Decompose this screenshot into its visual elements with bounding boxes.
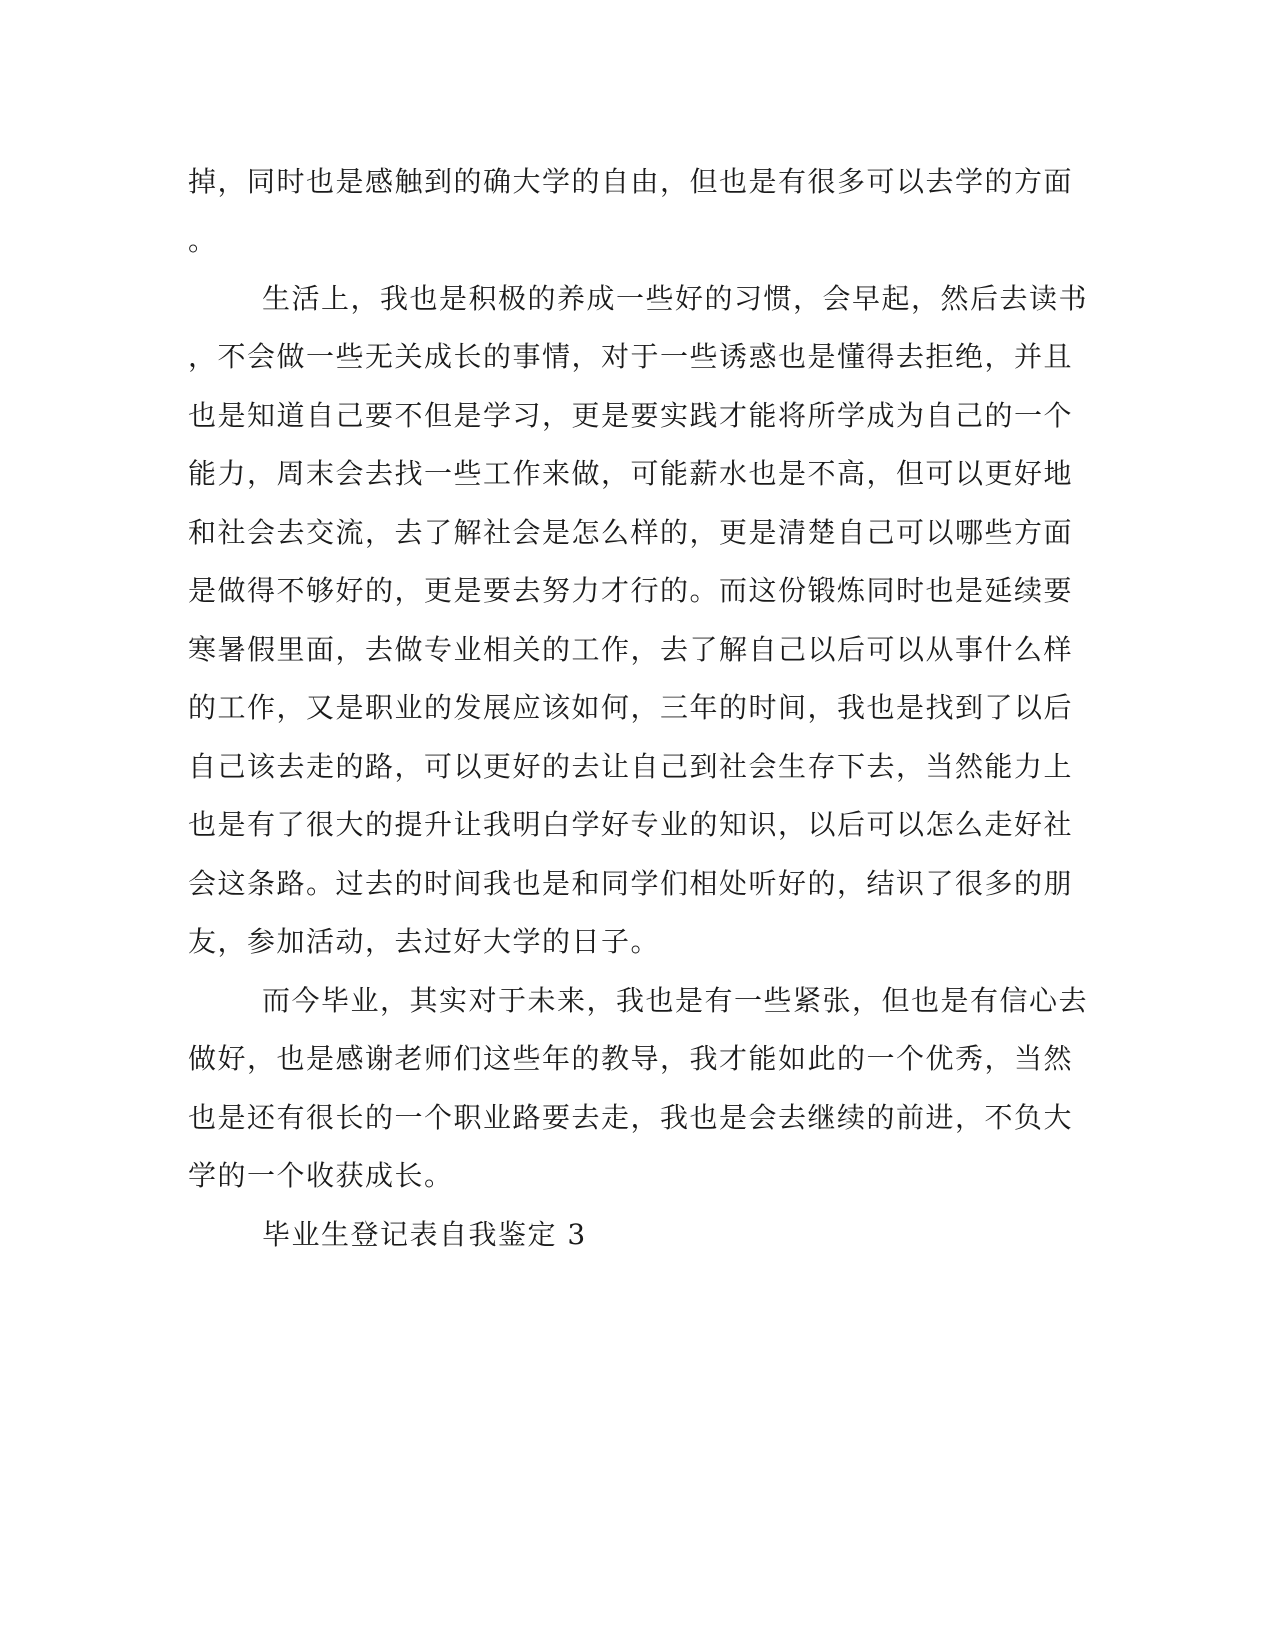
paragraph-line: 友，参加活动，去过好大学的日子。	[188, 925, 661, 958]
paragraph-line: 和社会去交流，去了解社会是怎么样的，更是清楚自己可以哪些方面	[188, 516, 1074, 549]
paragraph-line: 自己该去走的路，可以更好的去让自己到社会生存下去，当然能力上	[188, 750, 1074, 783]
paragraph-line: 。	[188, 224, 218, 257]
paragraph-line: 而今毕业，其实对于未来，我也是有一些紧张，但也是有信心去	[262, 984, 1089, 1017]
paragraph-line: ，不会做一些无关成长的事情，对于一些诱惑也是懂得去拒绝，并且	[188, 340, 1074, 373]
paragraph-line: 也是知道自己要不但是学习，更是要实践才能将所学成为自己的一个	[188, 399, 1074, 432]
paragraph-line: 寒暑假里面，去做专业相关的工作，去了解自己以后可以从事什么样	[188, 633, 1074, 666]
paragraph-line: 生活上，我也是积极的养成一些好的习惯，会早起，然后去读书	[262, 282, 1089, 315]
paragraph-line: 做好，也是感谢老师们这些年的教导，我才能如此的一个优秀，当然	[188, 1042, 1074, 1075]
paragraph-line: 的工作，又是职业的发展应该如何，三年的时间，我也是找到了以后	[188, 691, 1074, 724]
paragraph-line: 学的一个收获成长。	[188, 1159, 454, 1192]
paragraph-line: 也是有了很大的提升让我明白学好专业的知识，以后可以怎么走好社	[188, 808, 1074, 841]
paragraph-line: 也是还有很长的一个职业路要去走，我也是会去继续的前进，不负大	[188, 1101, 1074, 1134]
paragraph-line: 会这条路。过去的时间我也是和同学们相处听好的，结识了很多的朋	[188, 867, 1074, 900]
paragraph-line: 掉，同时也是感触到的确大学的自由，但也是有很多可以去学的方面	[188, 165, 1074, 198]
paragraph-line: 能力，周末会去找一些工作来做，可能薪水也是不高，但可以更好地	[188, 457, 1074, 490]
section-heading: 毕业生登记表自我鉴定 3	[262, 1218, 587, 1251]
paragraph-line: 是做得不够好的，更是要去努力才行的。而这份锻炼同时也是延续要	[188, 574, 1074, 607]
